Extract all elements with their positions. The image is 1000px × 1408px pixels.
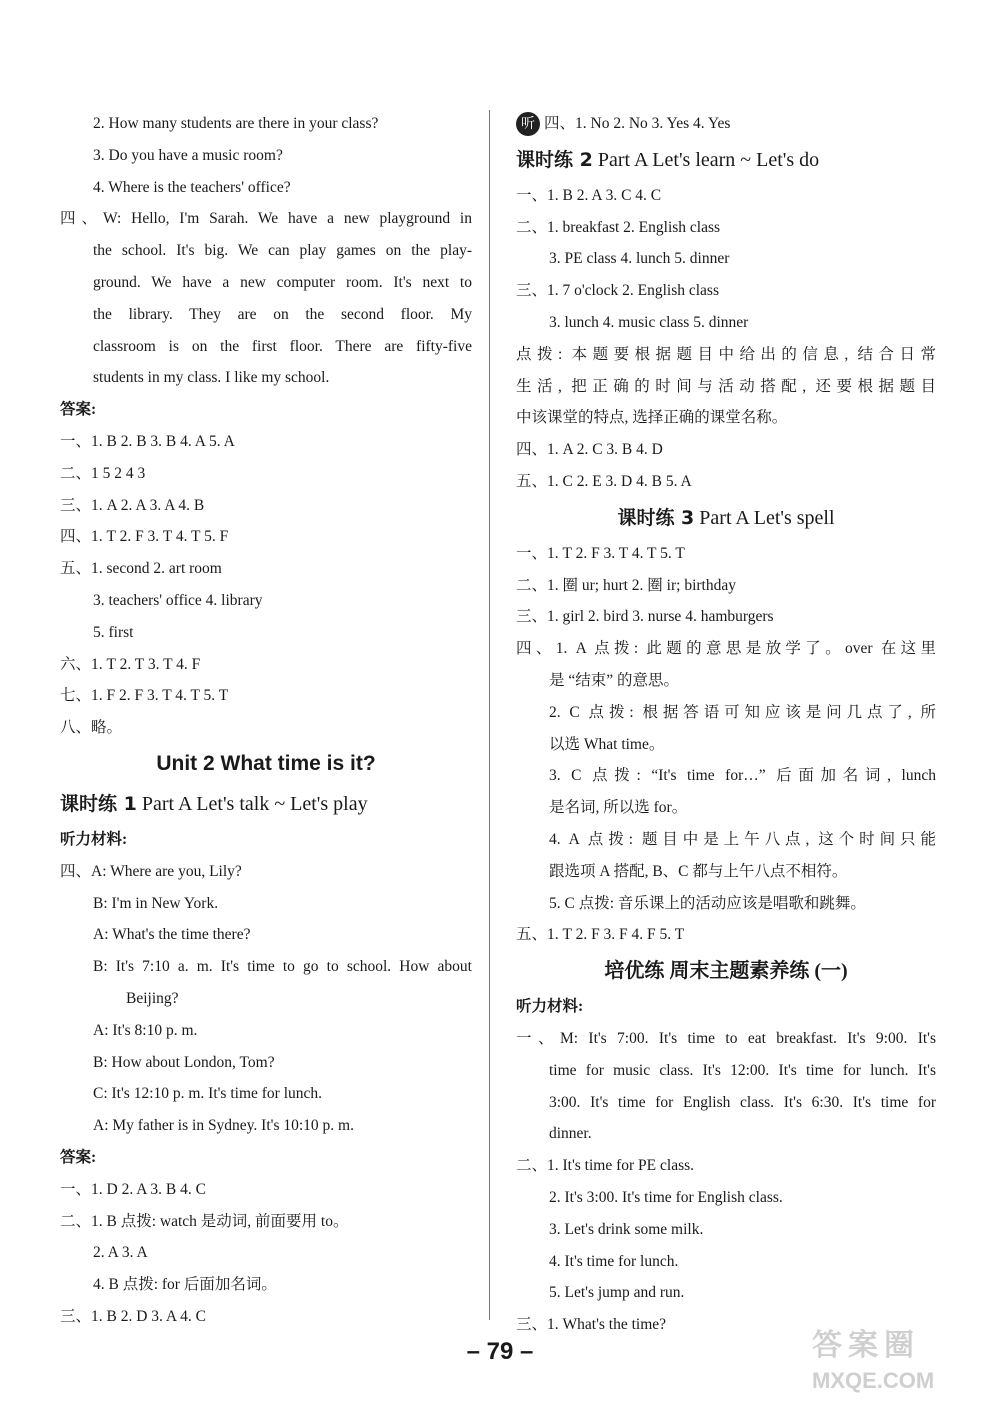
- text-line: [60, 140, 472, 172]
- text-line: [516, 824, 936, 856]
- text-line: [516, 1214, 936, 1246]
- heading-subtitle: Part A Let's spell: [694, 506, 835, 529]
- line-text: A: It's 8:10 p. m.: [93, 1021, 198, 1039]
- line-text: 2. A 3. A: [93, 1244, 148, 1262]
- watermark-top: 答案圈: [812, 1329, 920, 1362]
- line-text: 3:00. It's time for English class. It's 6:30. It's time for: [549, 1093, 936, 1111]
- text-line: [60, 553, 472, 585]
- heading-subtitle: Part A Let's learn ~ Let's do: [592, 148, 820, 171]
- line-text: 二、1. 圈 ur; hurt 2. 圈 ir; birthday: [516, 576, 736, 594]
- line-text: 一、1. D 2. A 3. B 4. C: [60, 1180, 206, 1198]
- text-line: [516, 1277, 936, 1309]
- section-heading: [516, 498, 936, 538]
- line-text: 二、1 5 2 4 3: [60, 464, 146, 482]
- line-text: 五、1. second 2. art room: [60, 560, 222, 578]
- text-line: [60, 458, 472, 490]
- line-text: 5. Let's jump and run.: [549, 1284, 685, 1302]
- line-text: the library. They are on the second floor. My: [93, 305, 472, 323]
- line-text: 四、W: Hello, I'm Sarah. We have a new playground in: [60, 210, 472, 228]
- left-column: [60, 108, 472, 1333]
- text-line: [516, 108, 936, 140]
- text-line: [60, 951, 472, 983]
- text-line: [60, 617, 472, 649]
- line-text: 4. B 点拨: for 后面加名词。: [93, 1276, 277, 1294]
- text-line: [60, 1301, 472, 1333]
- line-text: Unit 2 What time is it?: [156, 751, 376, 775]
- text-line: [60, 267, 472, 299]
- text-line: [516, 371, 936, 403]
- text-line: [516, 402, 936, 434]
- section-heading: [60, 784, 472, 824]
- line-text: 三、1. What's the time?: [516, 1316, 667, 1334]
- text-line: [516, 1087, 936, 1119]
- text-line: [60, 1269, 472, 1301]
- line-text: 五、1. C 2. E 3. D 4. B 5. A: [516, 472, 692, 490]
- line-text: time for music class. It's 12:00. It's time for lunch. It's: [549, 1061, 936, 1079]
- line-text: 生活, 把正确的时间与活动搭配, 还要根据题目: [516, 377, 936, 395]
- line-text: 答案:: [60, 1148, 97, 1166]
- column-divider: [489, 110, 490, 1320]
- line-text: 3. PE class 4. lunch 5. dinner: [549, 250, 730, 268]
- text-line: [516, 275, 936, 307]
- text-line: [60, 521, 472, 553]
- line-text: 2. C 点拨: 根据答语可知应该是问几点了, 所: [549, 703, 936, 721]
- line-text: B: How about London, Tom?: [93, 1053, 275, 1071]
- line-text: 中该课堂的特点, 选择正确的课堂名称。: [516, 409, 788, 427]
- text-line: [60, 235, 472, 267]
- section-heading: [60, 744, 472, 784]
- text-line: [60, 919, 472, 951]
- text-line: [60, 394, 472, 426]
- line-text: 四、1. A 2. C 3. B 4. D: [516, 441, 663, 459]
- text-line: [60, 824, 472, 856]
- line-text: 以选 What time。: [549, 735, 665, 753]
- line-text: 3. Let's drink some milk.: [549, 1220, 704, 1238]
- page-number: – 79 –: [466, 1338, 534, 1365]
- section-heading: [516, 951, 936, 991]
- line-text: 4. A 点拨: 题目中是上午八点, 这个时间只能: [549, 830, 936, 848]
- line-text: 2. It's 3:00. It's time for English class.: [549, 1188, 783, 1206]
- text-line: [516, 212, 936, 244]
- text-line: [516, 1118, 936, 1150]
- text-line: [516, 919, 936, 951]
- line-text: 四、1. T 2. F 3. T 4. T 5. F: [60, 528, 229, 546]
- line-text: 培优练 周末主题素养练 (一): [604, 960, 848, 983]
- line-text: 3. Do you have a music room?: [93, 146, 283, 164]
- line-text: 三、1. B 2. D 3. A 4. C: [60, 1307, 206, 1325]
- line-text: 四、1. A 点拨: 此题的意思是放学了。over 在这里: [516, 640, 936, 658]
- line-text: B: It's 7:10 a. m. It's time to go to school. How about: [93, 958, 472, 976]
- text-line: [516, 339, 936, 371]
- line-text: 二、1. breakfast 2. English class: [516, 218, 721, 236]
- line-text: 跟选项 A 搭配, B、C 都与上午八点不相符。: [549, 862, 848, 880]
- text-line: [60, 362, 472, 394]
- line-text: 答案:: [60, 401, 97, 419]
- line-text: 课时练 3: [617, 506, 695, 529]
- text-line: [516, 1182, 936, 1214]
- line-text: 点拨: 本题要根据题目中给出的信息, 结合日常: [516, 345, 936, 363]
- text-line: [60, 1174, 472, 1206]
- line-text: 七、1. F 2. F 3. T 4. T 5. T: [60, 687, 229, 705]
- line-text: 听力材料:: [60, 830, 128, 848]
- section-heading: [516, 140, 936, 180]
- line-text: 4. It's time for lunch.: [549, 1252, 679, 1270]
- heading-subtitle: Part A Let's talk ~ Let's play: [136, 792, 368, 815]
- line-text: 四、1. No 2. No 3. Yes 4. Yes: [544, 115, 731, 132]
- text-line: [60, 585, 472, 617]
- line-text: 八、略。: [60, 719, 123, 737]
- line-text: C: It's 12:10 p. m. It's time for lunch.: [93, 1085, 323, 1103]
- text-line: [516, 1150, 936, 1182]
- line-text: 3. C 点拨: “It's time for…” 后面加名词, lunch: [549, 767, 936, 785]
- line-text: 二、1. B 点拨: watch 是动词, 前面要用 to。: [60, 1212, 349, 1230]
- line-text: 一、1. T 2. F 3. T 4. T 5. T: [516, 544, 685, 562]
- text-line: [516, 434, 936, 466]
- text-line: [60, 426, 472, 458]
- text-line: [60, 299, 472, 331]
- text-line: [516, 180, 936, 212]
- line-text: 3. teachers' office 4. library: [93, 591, 263, 609]
- text-line: [60, 680, 472, 712]
- text-line: [60, 108, 472, 140]
- text-line: [60, 172, 472, 204]
- line-text: 3. lunch 4. music class 5. dinner: [549, 313, 749, 331]
- text-line: [60, 1237, 472, 1269]
- text-line: [516, 697, 936, 729]
- line-text: Beijing?: [126, 989, 179, 1007]
- line-text: 4. Where is the teachers' office?: [93, 178, 291, 196]
- line-text: ground. We have a new computer room. It's next to: [93, 273, 472, 291]
- text-line: [60, 983, 472, 1015]
- text-line: [60, 1015, 472, 1047]
- line-text: 二、1. It's time for PE class.: [516, 1157, 695, 1175]
- line-text: 六、1. T 2. T 3. T 4. F: [60, 655, 201, 673]
- line-text: 课时练 1: [60, 792, 137, 815]
- text-line: [516, 243, 936, 275]
- text-line: [516, 729, 936, 761]
- text-line: [60, 1078, 472, 1110]
- text-line: [516, 1023, 936, 1055]
- text-line: [60, 1047, 472, 1079]
- line-text: 一、M: It's 7:00. It's time to eat breakfast. It's 9:00. It's: [516, 1029, 936, 1047]
- text-line: [516, 538, 936, 570]
- watermark-logo: [812, 1326, 990, 1404]
- text-line: [516, 665, 936, 697]
- text-line: [60, 856, 472, 888]
- line-text: 三、1. 7 o'clock 2. English class: [516, 282, 719, 300]
- line-text: A: What's the time there?: [93, 926, 251, 944]
- text-line: [60, 888, 472, 920]
- line-text: 三、1. girl 2. bird 3. nurse 4. hamburgers: [516, 608, 774, 626]
- line-text: classroom is on the first floor. There are fifty-five: [93, 337, 472, 355]
- line-text: 听力材料:: [516, 998, 584, 1016]
- text-line: [60, 1142, 472, 1174]
- text-line: [60, 712, 472, 744]
- line-text: 四、A: Where are you, Lily?: [60, 862, 242, 880]
- text-line: [60, 331, 472, 363]
- line-text: B: I'm in New York.: [93, 894, 219, 912]
- text-line: [516, 888, 936, 920]
- line-text: A: My father is in Sydney. It's 10:10 p. m.: [93, 1117, 354, 1135]
- line-text: 2. How many students are there in your class?: [93, 115, 379, 132]
- line-text: 是名词, 所以选 for。: [549, 799, 688, 817]
- text-line: [516, 570, 936, 602]
- line-text: 课时练 2: [516, 148, 593, 171]
- text-line: [516, 466, 936, 498]
- text-line: [516, 792, 936, 824]
- line-text: dinner.: [549, 1125, 592, 1143]
- line-text: 一、1. B 2. B 3. B 4. A 5. A: [60, 432, 235, 450]
- text-line: [60, 203, 472, 235]
- text-line: [516, 760, 936, 792]
- line-text: 五、1. T 2. F 3. F 4. F 5. T: [516, 926, 685, 944]
- text-line: [516, 307, 936, 339]
- line-text: 一、1. B 2. A 3. C 4. C: [516, 186, 662, 204]
- text-line: [60, 1206, 472, 1238]
- text-line: [516, 601, 936, 633]
- text-line: [516, 991, 936, 1023]
- watermark-bottom: MXQE.COM: [812, 1368, 935, 1393]
- line-text: students in my class. I like my school.: [93, 369, 330, 387]
- line-text: the school. It's big. We can play games on the play-: [93, 242, 472, 260]
- line-text: 是 “结束” 的意思。: [549, 671, 680, 689]
- right-column: [516, 108, 936, 1341]
- text-line: [516, 633, 936, 665]
- text-line: [60, 649, 472, 681]
- line-text: 5. C 点拨: 音乐课上的活动应该是唱歌和跳舞。: [549, 894, 866, 912]
- listen-icon: 听: [516, 112, 540, 136]
- line-text: 5. first: [93, 623, 134, 641]
- text-line: [60, 490, 472, 522]
- line-text: 三、1. A 2. A 3. A 4. B: [60, 496, 205, 514]
- text-line: [516, 1055, 936, 1087]
- text-line: [516, 1246, 936, 1278]
- text-line: [60, 1110, 472, 1142]
- text-line: [516, 856, 936, 888]
